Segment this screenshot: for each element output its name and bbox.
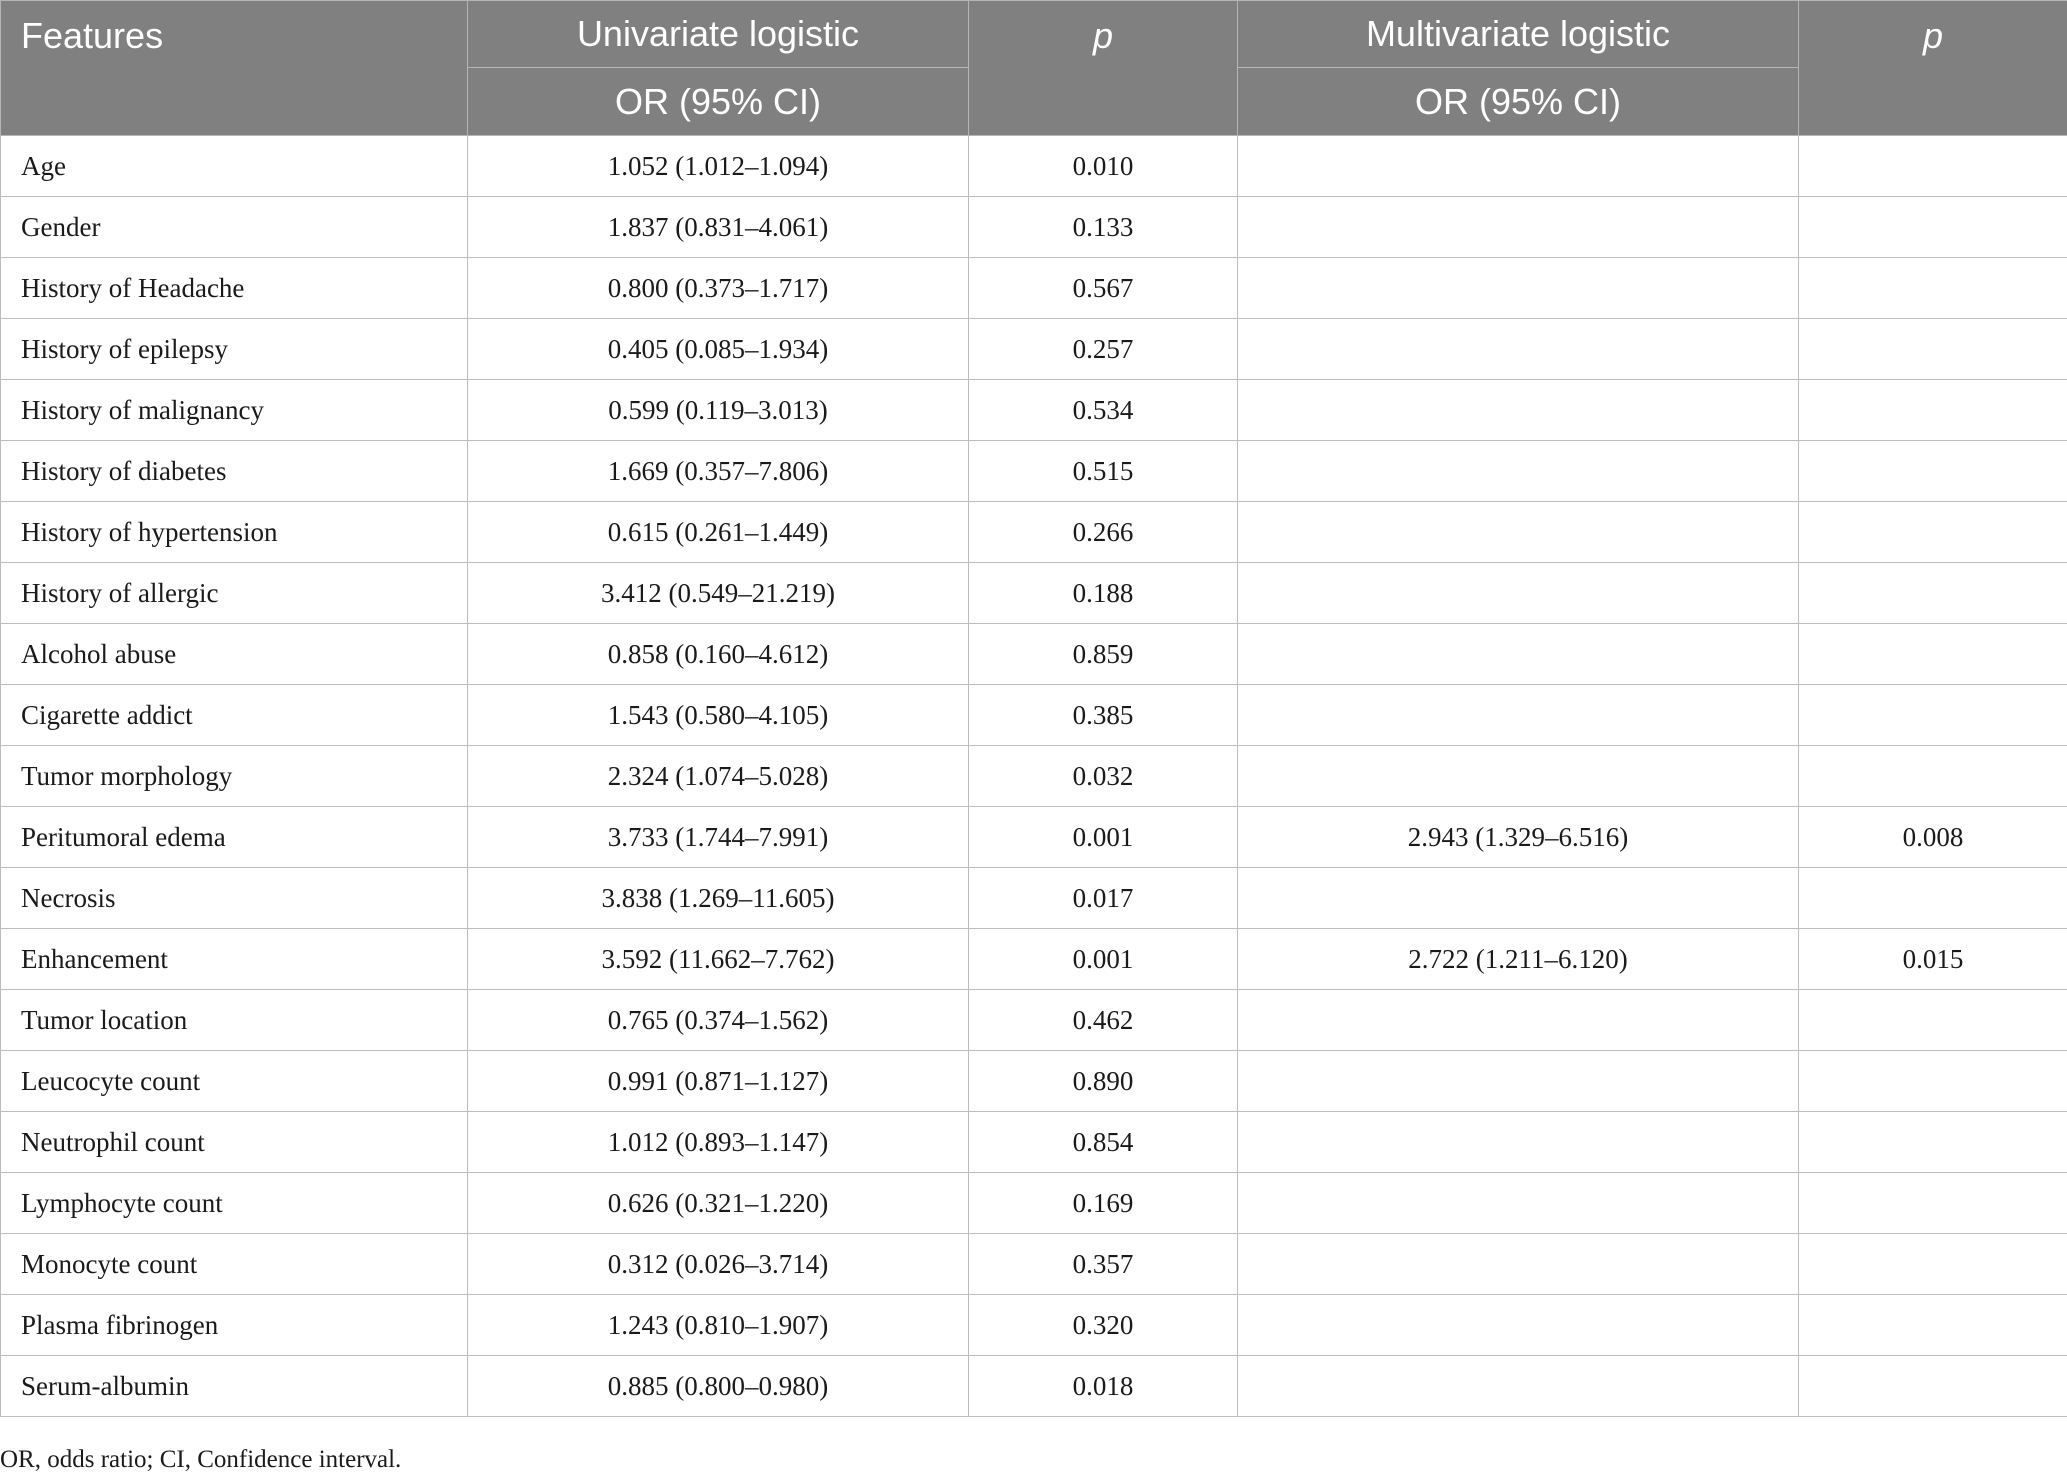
header-p-multivariate: p (1799, 1, 2067, 136)
table-row (1, 624, 2067, 685)
table-row (1, 502, 2067, 563)
feature-cell: Enhancement (1, 929, 468, 990)
table-row (1, 197, 2067, 258)
univariate-p-cell: 0.266 (969, 502, 1238, 563)
multivariate-or-cell: 2.943 (1.329–6.516) (1238, 807, 1799, 868)
table-footnote: OR, odds ratio; CI, Confidence interval. (0, 1446, 402, 1473)
multivariate-p-cell (1799, 441, 2067, 502)
univariate-or-cell: 0.599 (0.119–3.013) (468, 380, 969, 441)
multivariate-p-cell (1799, 990, 2067, 1051)
multivariate-or-cell (1238, 1112, 1799, 1173)
table-row (1, 1173, 2067, 1234)
multivariate-p-cell (1799, 380, 2067, 441)
univariate-p-cell: 0.515 (969, 441, 1238, 502)
feature-cell: Plasma fibrinogen (1, 1295, 468, 1356)
feature-cell: Age (1, 136, 468, 197)
univariate-p-cell: 0.017 (969, 868, 1238, 929)
univariate-p-cell: 0.890 (969, 1051, 1238, 1112)
multivariate-or-cell (1238, 1173, 1799, 1234)
multivariate-or-cell (1238, 319, 1799, 380)
univariate-or-cell: 0.626 (0.321–1.220) (468, 1173, 969, 1234)
table-header (1, 1, 2067, 136)
table-row (1, 929, 2067, 990)
univariate-p-cell: 0.567 (969, 258, 1238, 319)
feature-cell: Cigarette addict (1, 685, 468, 746)
multivariate-p-cell (1799, 319, 2067, 380)
feature-cell: History of Headache (1, 258, 468, 319)
univariate-or-cell: 1.837 (0.831–4.061) (468, 197, 969, 258)
feature-cell: Gender (1, 197, 468, 258)
univariate-p-cell: 0.385 (969, 685, 1238, 746)
univariate-p-cell: 0.032 (969, 746, 1238, 807)
table-row (1, 563, 2067, 624)
table-row (1, 685, 2067, 746)
univariate-or-cell: 3.592 (11.662–7.762) (468, 929, 969, 990)
multivariate-p-cell (1799, 1051, 2067, 1112)
univariate-or-cell: 0.615 (0.261–1.449) (468, 502, 969, 563)
multivariate-or-cell (1238, 1051, 1799, 1112)
univariate-p-cell: 0.534 (969, 380, 1238, 441)
univariate-p-cell: 0.357 (969, 1234, 1238, 1295)
univariate-or-cell: 1.243 (0.810–1.907) (468, 1295, 969, 1356)
multivariate-p-cell (1799, 1173, 2067, 1234)
univariate-p-cell: 0.133 (969, 197, 1238, 258)
univariate-or-cell: 0.991 (0.871–1.127) (468, 1051, 969, 1112)
feature-cell: Leucocyte count (1, 1051, 468, 1112)
univariate-p-cell: 0.001 (969, 807, 1238, 868)
table-row (1, 868, 2067, 929)
univariate-or-cell: 3.838 (1.269–11.605) (468, 868, 969, 929)
table-body (1, 136, 2067, 1417)
multivariate-p-cell (1799, 1234, 2067, 1295)
feature-cell: History of allergic (1, 563, 468, 624)
feature-cell: Tumor location (1, 990, 468, 1051)
multivariate-p-cell (1799, 1112, 2067, 1173)
univariate-or-cell: 2.324 (1.074–5.028) (468, 746, 969, 807)
multivariate-p-cell (1799, 685, 2067, 746)
univariate-p-cell: 0.257 (969, 319, 1238, 380)
univariate-or-cell: 1.669 (0.357–7.806) (468, 441, 969, 502)
feature-cell: Serum-albumin (1, 1356, 468, 1417)
multivariate-or-cell (1238, 1295, 1799, 1356)
univariate-or-cell: 3.733 (1.744–7.991) (468, 807, 969, 868)
univariate-or-cell: 0.800 (0.373–1.717) (468, 258, 969, 319)
table-row (1, 1356, 2067, 1417)
multivariate-p-cell (1799, 1356, 2067, 1417)
univariate-or-cell: 0.858 (0.160–4.612) (468, 624, 969, 685)
multivariate-p-cell (1799, 502, 2067, 563)
header-features: Features (1, 1, 468, 136)
multivariate-or-cell (1238, 746, 1799, 807)
table-row (1, 1234, 2067, 1295)
feature-cell: Neutrophil count (1, 1112, 468, 1173)
multivariate-or-cell (1238, 502, 1799, 563)
multivariate-or-cell (1238, 1356, 1799, 1417)
multivariate-or-cell: 2.722 (1.211–6.120) (1238, 929, 1799, 990)
table-row (1, 136, 2067, 197)
multivariate-or-cell (1238, 624, 1799, 685)
feature-cell: Alcohol abuse (1, 624, 468, 685)
multivariate-p-cell (1799, 1295, 2067, 1356)
multivariate-p-cell (1799, 868, 2067, 929)
multivariate-p-cell (1799, 746, 2067, 807)
univariate-or-cell: 1.543 (0.580–4.105) (468, 685, 969, 746)
table-row (1, 746, 2067, 807)
feature-cell: Monocyte count (1, 1234, 468, 1295)
univariate-p-cell: 0.462 (969, 990, 1238, 1051)
univariate-p-cell: 0.010 (969, 136, 1238, 197)
header-univariate-or: OR (95% CI) (468, 68, 969, 136)
univariate-p-cell: 0.320 (969, 1295, 1238, 1356)
header-multivariate: Multivariate logistic (1238, 1, 1799, 68)
feature-cell: Lymphocyte count (1, 1173, 468, 1234)
table-row (1, 1295, 2067, 1356)
table-row (1, 1112, 2067, 1173)
multivariate-p-cell (1799, 197, 2067, 258)
table-row (1, 258, 2067, 319)
univariate-p-cell: 0.859 (969, 624, 1238, 685)
table-row (1, 441, 2067, 502)
univariate-p-cell: 0.188 (969, 563, 1238, 624)
univariate-or-cell: 3.412 (0.549–21.219) (468, 563, 969, 624)
multivariate-or-cell (1238, 685, 1799, 746)
multivariate-or-cell (1238, 197, 1799, 258)
multivariate-p-cell: 0.015 (1799, 929, 2067, 990)
multivariate-or-cell (1238, 136, 1799, 197)
multivariate-or-cell (1238, 990, 1799, 1051)
table-row (1, 380, 2067, 441)
feature-cell: History of malignancy (1, 380, 468, 441)
header-univariate: Univariate logistic (468, 1, 969, 68)
table-row (1, 319, 2067, 380)
feature-cell: Peritumoral edema (1, 807, 468, 868)
univariate-or-cell: 0.765 (0.374–1.562) (468, 990, 969, 1051)
multivariate-p-cell: 0.008 (1799, 807, 2067, 868)
univariate-or-cell: 0.885 (0.800–0.980) (468, 1356, 969, 1417)
feature-cell: History of diabetes (1, 441, 468, 502)
table-row (1, 807, 2067, 868)
feature-cell: History of hypertension (1, 502, 468, 563)
univariate-p-cell: 0.001 (969, 929, 1238, 990)
univariate-or-cell: 1.052 (1.012–1.094) (468, 136, 969, 197)
univariate-or-cell: 0.312 (0.026–3.714) (468, 1234, 969, 1295)
feature-cell: Necrosis (1, 868, 468, 929)
multivariate-p-cell (1799, 624, 2067, 685)
univariate-p-cell: 0.018 (969, 1356, 1238, 1417)
multivariate-or-cell (1238, 563, 1799, 624)
univariate-p-cell: 0.854 (969, 1112, 1238, 1173)
table-row (1, 1051, 2067, 1112)
multivariate-or-cell (1238, 441, 1799, 502)
multivariate-p-cell (1799, 136, 2067, 197)
multivariate-p-cell (1799, 563, 2067, 624)
univariate-or-cell: 1.012 (0.893–1.147) (468, 1112, 969, 1173)
feature-cell: Tumor morphology (1, 746, 468, 807)
univariate-or-cell: 0.405 (0.085–1.934) (468, 319, 969, 380)
multivariate-or-cell (1238, 380, 1799, 441)
table-row (1, 990, 2067, 1051)
multivariate-or-cell (1238, 1234, 1799, 1295)
feature-cell: History of epilepsy (1, 319, 468, 380)
header-p-univariate: p (969, 1, 1238, 136)
univariate-p-cell: 0.169 (969, 1173, 1238, 1234)
multivariate-or-cell (1238, 868, 1799, 929)
header-multivariate-or: OR (95% CI) (1238, 68, 1799, 136)
multivariate-or-cell (1238, 258, 1799, 319)
multivariate-p-cell (1799, 258, 2067, 319)
